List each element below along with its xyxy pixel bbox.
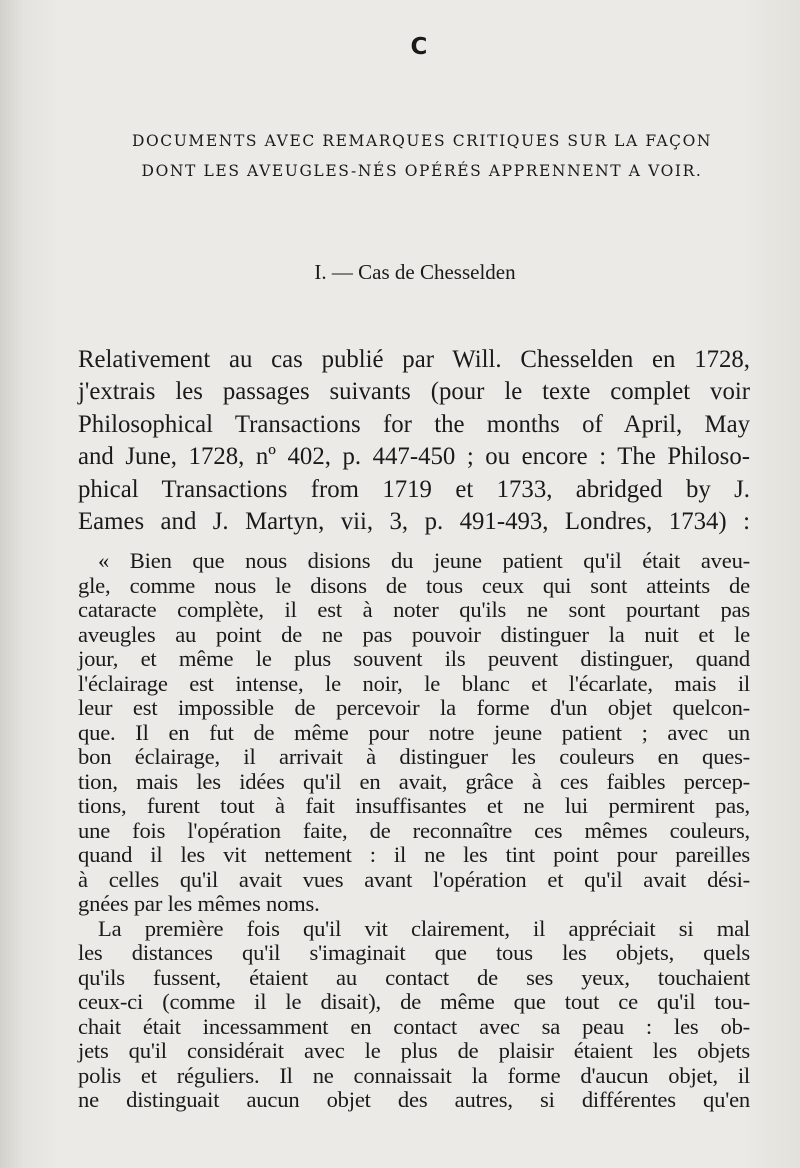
text-line: gnées par les mêmes noms. — [78, 891, 320, 916]
text-line: une fois l'opération faite, de reconnaître ces mêmes couleurs, — [78, 817, 750, 843]
text-line: ne distinguait aucun objet des autres, si différentes qu'en — [78, 1087, 750, 1112]
chapter-title-line: DONT LES AVEUGLES-NÉS OPÉRÉS APPRENNENT A VOIR. — [141, 162, 703, 180]
text-line: gle, comme nous le disons de tous ceux qui sont atteints de — [78, 572, 750, 598]
text-line: bon éclairage, il arrivait à distinguer les couleurs en ques- — [78, 744, 750, 769]
text-line: à celles qu'il avait vues avant l'opération et qu'il avait dési- — [78, 866, 750, 892]
text-line: polis et réguliers. Il ne connaissait la forme d'aucun objet, il — [78, 1062, 750, 1088]
text-line: jour, et même le plus souvent ils peuvent distinguer, quand — [78, 646, 750, 671]
text-line: phical Transactions from 1719 et 1733, abridged by J. — [78, 475, 750, 503]
text-line: Relativement au cas publié par Will. Chesselden en 1728, — [78, 346, 750, 373]
text-line: ceux-ci (comme il le disait), de même que tout ce qu'il tou- — [78, 989, 750, 1014]
text-line: j'extrais les passages suivants (pour le texte complet voir — [78, 378, 750, 406]
chapter-title-line: DOCUMENTS AVEC REMARQUES CRITIQUES SUR LA FAÇON — [131, 132, 713, 150]
text-line: aveugles au point de ne pas pouvoir distinguer la nuit et le — [78, 621, 750, 647]
text-line: cataracte complète, il est à noter qu'ils ne sont pourtant pas — [78, 597, 750, 622]
section-heading: I. — Cas de Chesselden — [314, 260, 516, 284]
text-line: and June, 1728, nº 402, p. 447-450 ; ou encore : The Philoso- — [78, 443, 750, 471]
quoted-passage — [78, 549, 750, 1113]
text-line: que. Il en fut de même pour notre jeune patient ; avec un — [78, 719, 750, 745]
text-line: leur est impossible de percevoir la forme d'un objet quelcon- — [78, 695, 750, 720]
intro-paragraph — [78, 344, 750, 538]
text-line: La première fois qu'il vit clairement, il appréciait si mal — [98, 915, 750, 941]
text-line: jets qu'il considérait avec le plus de plaisir étaient les objets — [78, 1038, 750, 1063]
text-line: qu'ils fussent, étaient au contact de ses yeux, touchaient — [78, 964, 750, 990]
text-line: l'éclairage est intense, le noir, le blanc et l'écarlate, mais il — [78, 670, 750, 696]
text-line: Eames and J. Martyn, vii, 3, p. 491-493, Londres, 1734) : — [78, 508, 750, 536]
text-line: « Bien que nous disions du jeune patient qu'il était aveu- — [98, 548, 750, 573]
text-line: tion, mais les idées qu'il en avait, grâce à ces faibles percep- — [78, 768, 750, 794]
text-line: tions, furent tout à fait insuffisantes et ne lui permirent pas, — [78, 793, 750, 818]
text-line: chait était incessamment en contact avec sa peau : les ob- — [78, 1013, 750, 1039]
appendix-letter: C — [410, 34, 428, 60]
text-line: quand il les vit nettement : il ne les tint point pour pareilles — [78, 842, 750, 867]
chapter-title — [60, 126, 784, 186]
text-line: les distances qu'il s'imaginait que tous les objets, quels — [78, 940, 750, 965]
text-line: Philosophical Transactions for the months of April, May — [78, 410, 750, 438]
